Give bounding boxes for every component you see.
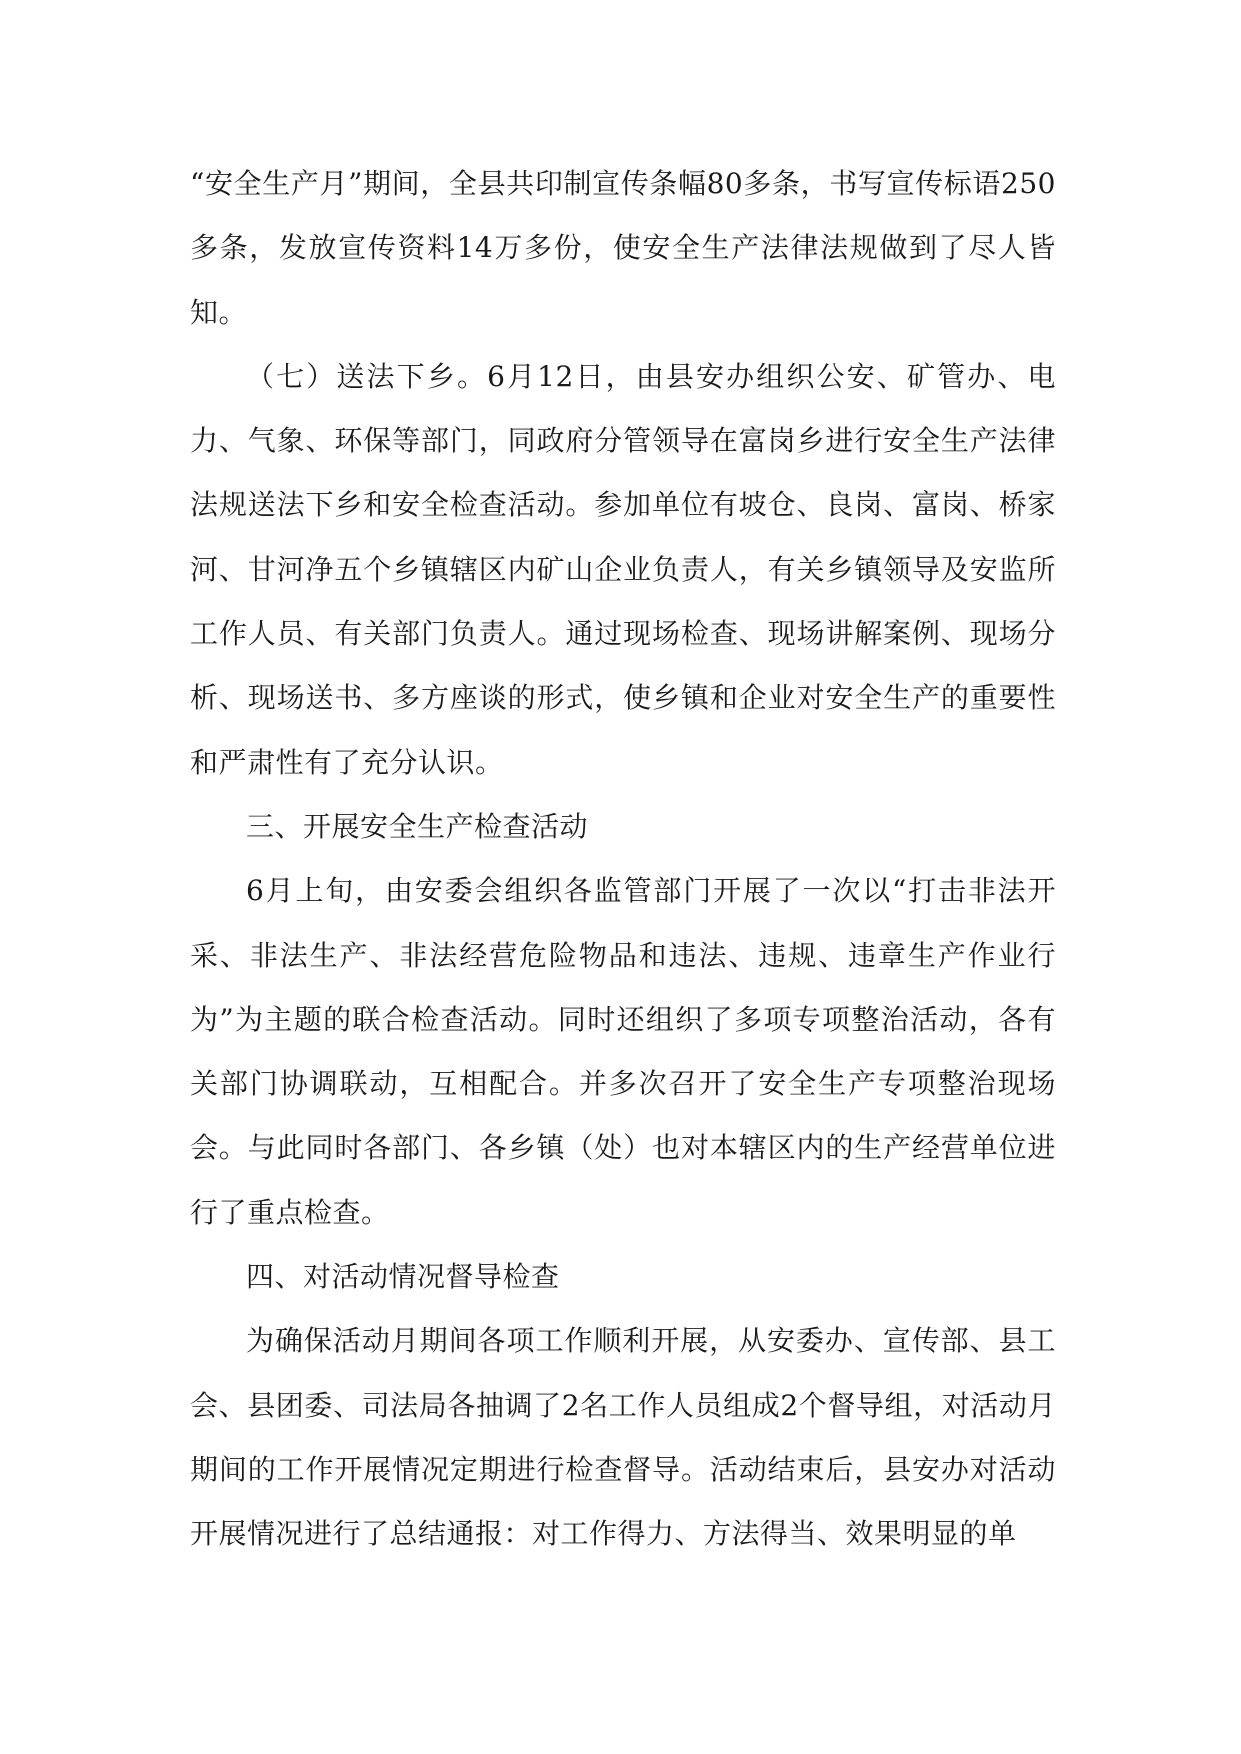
paragraph-publicity-stats: “安全生产月”期间，全县共印制宣传条幅80多条，书写宣传标语250多条，发放宣传资料14万多份，使安全生产法律法规做到了尽人皆知。 (190, 167, 1056, 329)
paragraph-joint-inspection: 6月上旬，由安委会组织各监管部门开展了一次以“打击非法开采、非法生产、非法经营危险物品和违法、违规、违章生产作业行为”为主题的联合检查活动。同时还组织了多项专项整治活动，各有关部门协调联动，互相配合。并多次召开了安全生产专项整治现场会。与此同时各部门、各乡镇（处）也对本辖区内的生产经营单位进行了重点检查。 (190, 874, 1056, 1229)
section-heading-inspection: 三、开展安全生产检查活动 (246, 809, 589, 843)
section-heading-supervision: 四、对活动情况督导检查 (246, 1260, 560, 1294)
document-page (190, 152, 1056, 1567)
paragraph-supervision-groups: 为确保活动月期间各项工作顺利开展，从安委办、宣传部、县工会、县团委、司法局各抽调了2名工作人员组成2个督导组，对活动月期间的工作开展情况定期进行检查督导。活动结束后，县安办对活动开展情况进行了总结通报：对工作得力、方法得当、效果明显的单 (190, 1324, 1056, 1551)
paragraph-law-to-countryside: （七）送法下乡。6月12日，由县安办组织公安、矿管办、电力、气象、环保等部门，同政府分管领导在富岗乡进行安全生产法律法规送法下乡和安全检查活动。参加单位有坡仓、良岗、富岗、桥家河、甘河净五个乡镇辖区内矿山企业负责人，有关乡镇领导及安监所工作人员、有关部门负责人。通过现场检查、现场讲解案例、现场分析、现场送书、多方座谈的形式，使乡镇和企业对安全生产的重要性和严肃性有了充分认识。 (190, 359, 1056, 779)
